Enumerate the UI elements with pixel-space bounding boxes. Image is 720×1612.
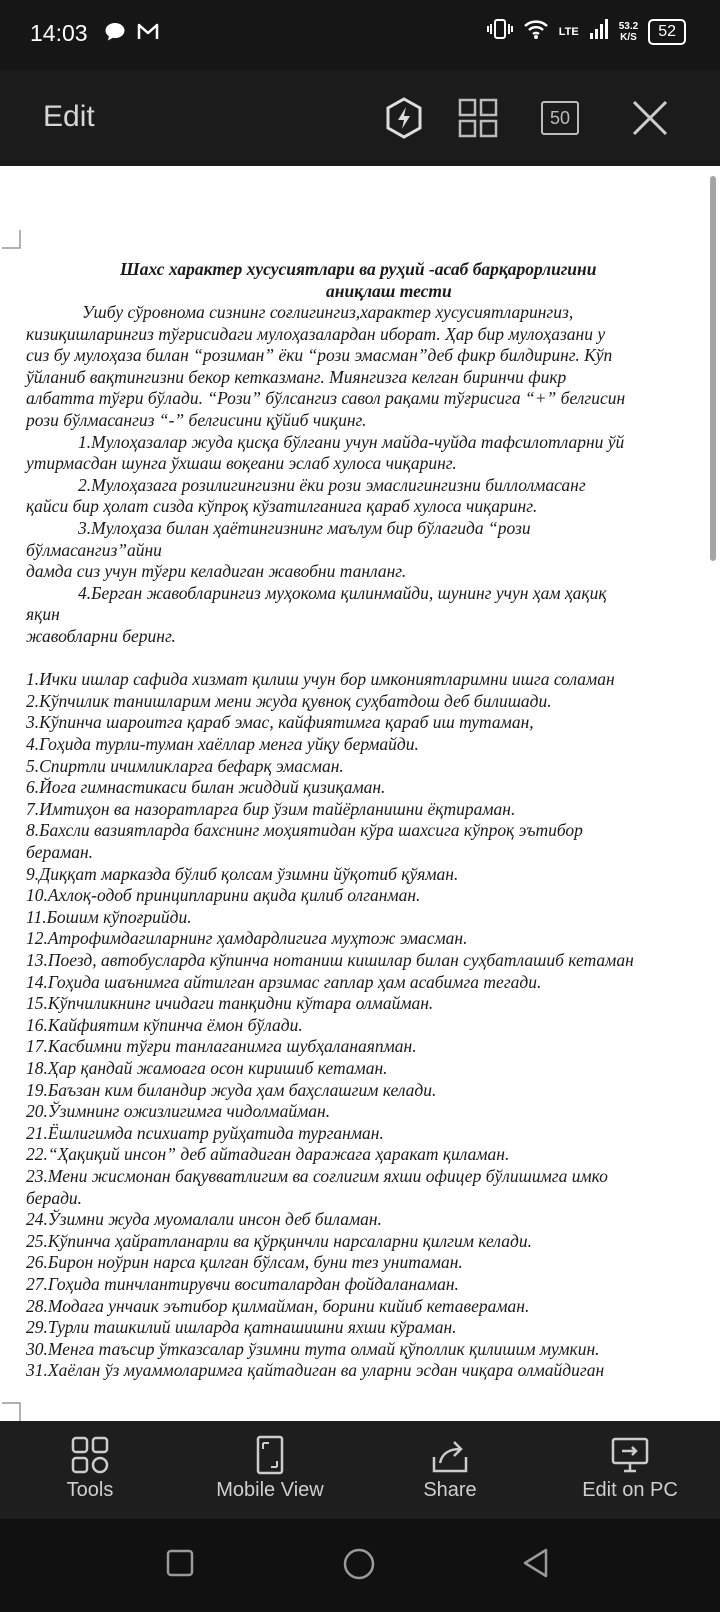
question-item: 12.Атрофимдагиларнинг ҳамдардлигига муҳтож эмасман.: [26, 928, 468, 949]
recent-apps-icon[interactable]: [164, 1547, 196, 1579]
question-item: 14.Гоҳида шаънимга айтилган арзимас гаплар ҳам асабимга тегади.: [26, 971, 542, 992]
page-corner-mark-top: [2, 230, 22, 250]
tools-icon: [70, 1435, 110, 1475]
question-item: 4.Гоҳида турли-туман хаёллар менга уйқу бермайди.: [26, 734, 419, 754]
question-item: 18.Ҳар қандай жамоага осон киришиб кетаман.: [26, 1058, 388, 1078]
question-item: 23.Мени жисмонан бақувватлигим ва соғлигим яхши офицер бўлишимга имко: [26, 1166, 608, 1186]
question-item: 9.Диққат марказда бўлиб қолсам ўзимни йўқотиб қўяман.: [26, 863, 459, 884]
question-item: бераман.: [26, 842, 94, 862]
intro-line: 3.Мулоҳаза билан ҳаётингизнинг маълум бир бўлагида “рози: [78, 518, 531, 538]
mail-icon: [136, 22, 160, 47]
intro-line: рози бўлмасангиз “-” белгисини қўйиб чиқинг.: [26, 410, 367, 430]
mobile-view-icon: [250, 1435, 290, 1475]
question-item: 16.Кайфиятим кўпинча ёмон бўлади.: [26, 1014, 303, 1035]
question-item: 29.Турли ташкилий ишларда қатнашишни яхши кўраман.: [26, 1317, 457, 1338]
grid-icon[interactable]: [454, 94, 502, 142]
intro-line: албатта тўғри бўлади. “Рози” бўлсангиз савол рақами тўғрисига “+” белгисин: [26, 388, 626, 409]
question-item: 21.Ёшлигимда психиатр руйҳатида турганман.: [26, 1122, 384, 1143]
intro-line: жавобларни беринг.: [26, 626, 176, 646]
question-item: 30.Менга таъсир ўтказсалар ўзимни тута олмай қўполлик қилишим мумкин.: [26, 1338, 600, 1359]
lightning-icon[interactable]: [380, 94, 428, 142]
share-icon: [430, 1435, 470, 1475]
monitor-icon: [610, 1435, 650, 1475]
question-item: 20.Ўзимнинг ожизлигимга чидолмайман.: [26, 1101, 331, 1122]
bottom-action-bar: [0, 1421, 720, 1519]
back-icon[interactable]: [520, 1547, 552, 1579]
network-speed-unit: K/S: [620, 31, 637, 43]
document-title-line2: аниқлаш тести: [326, 281, 452, 301]
edit-on-pc-button[interactable]: [540, 1429, 720, 1513]
share-label: Share: [423, 1479, 477, 1501]
question-item: 1.Ички ишлар сафида хизмат қилиш учун бор имкониятларимни ишга соламан: [26, 669, 615, 690]
question-item: 6.Йога гимнастикаси билан жиддий қизиқаман.: [26, 777, 386, 798]
question-item: 13.Поезд, автобусларда кўпинча нотаниш кишилар билан суҳбатлашиб кетаман: [26, 950, 634, 970]
toolbar-title: Edit: [43, 100, 95, 133]
page-count-icon: 50: [541, 101, 579, 135]
question-item: 7.Имтиҳон ва назоратларга бир ўзим тайёрланишни ёқтираман.: [26, 798, 516, 819]
question-item: 27.Гоҳида тинчлантирувчи воситалардан фойдаланаман.: [26, 1274, 459, 1294]
intro-line: яқин: [26, 604, 60, 625]
question-item: 8.Бахсли вазиятларда бахснинг моҳиятидан кўра шахсига кўпроқ эътибор: [26, 820, 583, 841]
intro-line: дамда сиз учун тўғри келадиган жавобни танланг.: [26, 561, 407, 582]
home-icon[interactable]: [342, 1547, 376, 1581]
signal-icon: [589, 18, 609, 45]
intro-line: 2.Мулоҳазага розилигингизни ёки рози эмаслигингизни биллолмасанг: [78, 474, 586, 495]
intro-line: кизиқишларингиз тўғрисидаги мулоҳазалардан иборат. Ҳар бир мулоҳазани у: [26, 323, 606, 344]
edit-on-pc-label: Edit on PC: [582, 1479, 678, 1501]
share-button[interactable]: [360, 1429, 540, 1513]
scrollbar[interactable]: [710, 176, 716, 561]
chat-bubble-icon: [104, 22, 126, 47]
intro-line: Ушбу сўровнома сизнинг соғлигингиз,характер хусусиятларингиз,: [82, 302, 574, 322]
question-item: 3.Кўпинча шароитга қараб эмас, кайфиятимга қараб иш тутаман,: [26, 712, 534, 733]
network-speed-value: 53.2: [618, 20, 639, 32]
question-item: 5.Спиртли ичимликларга бефарқ эмасман.: [26, 755, 344, 776]
vibrate-icon: [487, 18, 513, 45]
document-view[interactable]: [0, 166, 720, 1421]
intro-line: бўлмасангиз”айни: [26, 539, 162, 560]
wifi-icon: [523, 18, 549, 45]
mobile-view-label: Mobile View: [216, 1479, 324, 1501]
system-navigation-bar: [0, 1519, 720, 1612]
question-item: 10.Ахлоқ-одоб принципларини ақида қилиб олганман.: [26, 885, 421, 906]
question-item: 25.Кўпинча ҳайратланарли ва қўрқинчли нарсаларни қилгим келади.: [26, 1230, 532, 1251]
question-item: беради.: [26, 1187, 83, 1208]
top-toolbar: [0, 70, 720, 166]
status-time: 14:03: [30, 20, 88, 46]
question-item: 11.Бошим кўпоғрийди.: [26, 906, 192, 927]
network-type: LTE: [558, 25, 579, 38]
question-item: 31.Хаёлан ўз муаммоларимга қайтадиган ва уларни эсдан чиқара олмайдиган: [26, 1360, 605, 1381]
question-item: 15.Кўпчиликнинг ичидаги танқидни кўтара олмайман.: [26, 993, 434, 1014]
status-bar: [0, 0, 720, 70]
document-title-line1: Шахс характер хусусиятлари ва руҳий -асаб барқарорлигини: [120, 259, 597, 279]
intro-line: 1.Мулоҳазалар жуда қисқа бўлгани учун майда-чуйда тафсилотларни ўй: [78, 431, 625, 452]
page-count-button[interactable]: [536, 94, 584, 142]
question-item: 22.“Ҳақиқий инсон” деб айтадиган даражага ҳаракат қиламан.: [26, 1144, 510, 1165]
question-item: 19.Баъзан ким биландир жуда ҳам баҳслашгим келади.: [26, 1079, 437, 1100]
question-item: 17.Касбимни тўғри танлаганимга шубҳаланаяпман.: [26, 1036, 417, 1057]
question-item: 26.Бирон ноўрин нарса қилган бўлсам, буни тез унитаман.: [26, 1252, 463, 1273]
intro-line: утирмасдан шунга ўхшаш воқеани эслаб хулоса чиқаринг.: [26, 453, 457, 474]
question-item: 28.Модага унчаик эътибор қилмайман, борини кийиб кетавераман.: [26, 1295, 530, 1316]
intro-line: 4.Берган жавобларингиз муҳокома қилинмайди, шунинг учун ҳам ҳақиқ: [78, 582, 607, 603]
intro-line: қайси бир ҳолат сизда кўпроқ кўзатилганига қараб хулоса чиқаринг.: [26, 496, 538, 517]
intro-line: сиз бу мулоҳаза билан “розиман” ёки “рози эмасман”деб фикр билдиринг. Кўп: [26, 345, 613, 366]
network-speed: [619, 21, 638, 43]
question-item: 2.Кўпчилик танишларим мени жуда қувноқ суҳбатдош деб билишади.: [26, 690, 552, 711]
tools-label: Tools: [66, 1479, 114, 1501]
battery-indicator: 52: [648, 19, 686, 45]
tools-button[interactable]: [0, 1429, 180, 1513]
close-icon[interactable]: [626, 94, 674, 142]
intro-line: ўйланиб вақтингизни бекор кетказманг. Миянгизга келган биринчи фикр: [26, 366, 567, 387]
question-item: 24.Ўзимни жуда муомалали инсон деб биламан.: [26, 1209, 382, 1230]
mobile-view-button[interactable]: [180, 1429, 360, 1513]
page-corner-mark-bottom: [2, 1401, 22, 1421]
